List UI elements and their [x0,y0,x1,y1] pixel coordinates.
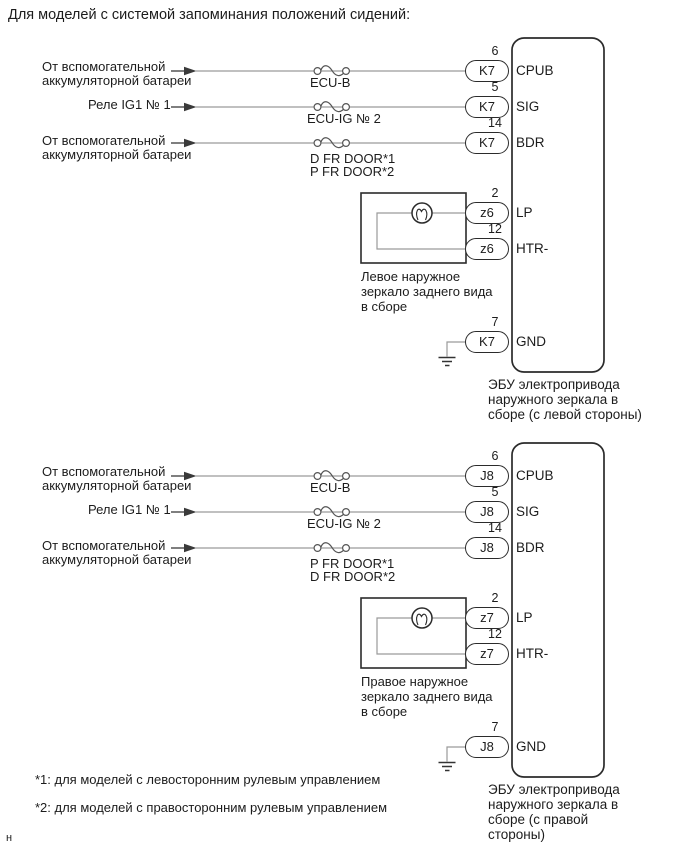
source-label: От вспомогательной [42,538,166,553]
mirror-assembly-label: в сборе [361,299,408,314]
port-label: SIG [516,504,540,519]
pin-number: 7 [491,720,499,734]
footnote-1: *1: для моделей с левосторонним рулевым управлением [35,772,381,787]
page-marker: н [6,832,13,844]
fuse-label: P FR DOOR*2 [310,164,395,179]
ecu-label: наружного зеркала в [488,797,619,812]
connector-pill: J8 [465,736,509,758]
pin-number: 5 [491,80,499,94]
source-label: Реле IG1 № 1 [88,502,171,517]
source-label: аккумуляторной батареи [42,478,192,493]
connector-pill: z6 [465,202,509,224]
port-label: GND [516,334,546,349]
pin-number: 14 [488,521,502,535]
footnote-2: *2: для моделей с правосторонним рулевым управлением [35,800,388,815]
fuse-label: ECU-IG № 2 [307,111,381,126]
fuse-label: ECU-IG № 2 [307,516,381,531]
source-label: аккумуляторной батареи [42,147,192,162]
connector-pill: J8 [465,501,509,523]
mirror-assembly-label: Левое наружное [361,269,461,284]
port-label: CPUB [516,63,554,78]
port-label: CPUB [516,468,554,483]
fuse-label: D FR DOOR*2 [310,569,396,584]
source-label: Реле IG1 № 1 [88,97,171,112]
ecu-label: сборе (с левой стороны) [488,407,642,422]
pin-number: 12 [488,222,502,236]
connector-pill: K7 [465,331,509,353]
source-label: аккумуляторной батареи [42,73,192,88]
pin-number: 12 [488,627,502,641]
connector-pill: z7 [465,607,509,629]
port-label: HTR- [516,646,549,661]
pin-number: 6 [491,449,499,463]
source-label: От вспомогательной [42,464,166,479]
connector-pill: K7 [465,60,509,82]
port-label: BDR [516,540,545,555]
ecu-label: ЭБУ электропривода [488,377,620,392]
pin-number: 2 [491,186,499,200]
pin-number: 6 [491,44,499,58]
pin-number: 14 [488,116,502,130]
connector-pill: z7 [465,643,509,665]
left-mirror-circuit [0,35,691,440]
source-label: От вспомогательной [42,133,166,148]
fuse-label: P FR DOOR*1 [310,556,395,571]
mirror-assembly-label: в сборе [361,704,408,719]
port-label: SIG [516,99,540,114]
connector-pill: K7 [465,132,509,154]
fuse-label: ECU-B [310,480,351,495]
fuse-label: ECU-B [310,75,351,90]
source-label: От вспомогательной [42,59,166,74]
pin-number: 7 [491,315,499,329]
connector-pill: z6 [465,238,509,260]
port-label: LP [516,205,533,220]
pin-number: 2 [491,591,499,605]
mirror-assembly-label: зеркало заднего вида [361,689,493,704]
ecu-label: наружного зеркала в [488,392,619,407]
pin-number: 5 [491,485,499,499]
port-label: GND [516,739,546,754]
ecu-label: стороны) [488,827,545,842]
ecu-label: ЭБУ электропривода [488,782,620,797]
connector-pill: J8 [465,537,509,559]
source-label: аккумуляторной батареи [42,552,192,567]
port-label: HTR- [516,241,549,256]
page-title: Для моделей с системой запоминания положений сидений: [8,7,411,23]
port-label: LP [516,610,533,625]
connector-pill: J8 [465,465,509,487]
mirror-assembly-label: Правое наружное [361,674,469,689]
port-label: BDR [516,135,545,150]
connector-pill: K7 [465,96,509,118]
fuse-label: D FR DOOR*1 [310,151,396,166]
mirror-assembly-label: зеркало заднего вида [361,284,493,299]
ecu-label: сборе (с правой [488,812,589,827]
